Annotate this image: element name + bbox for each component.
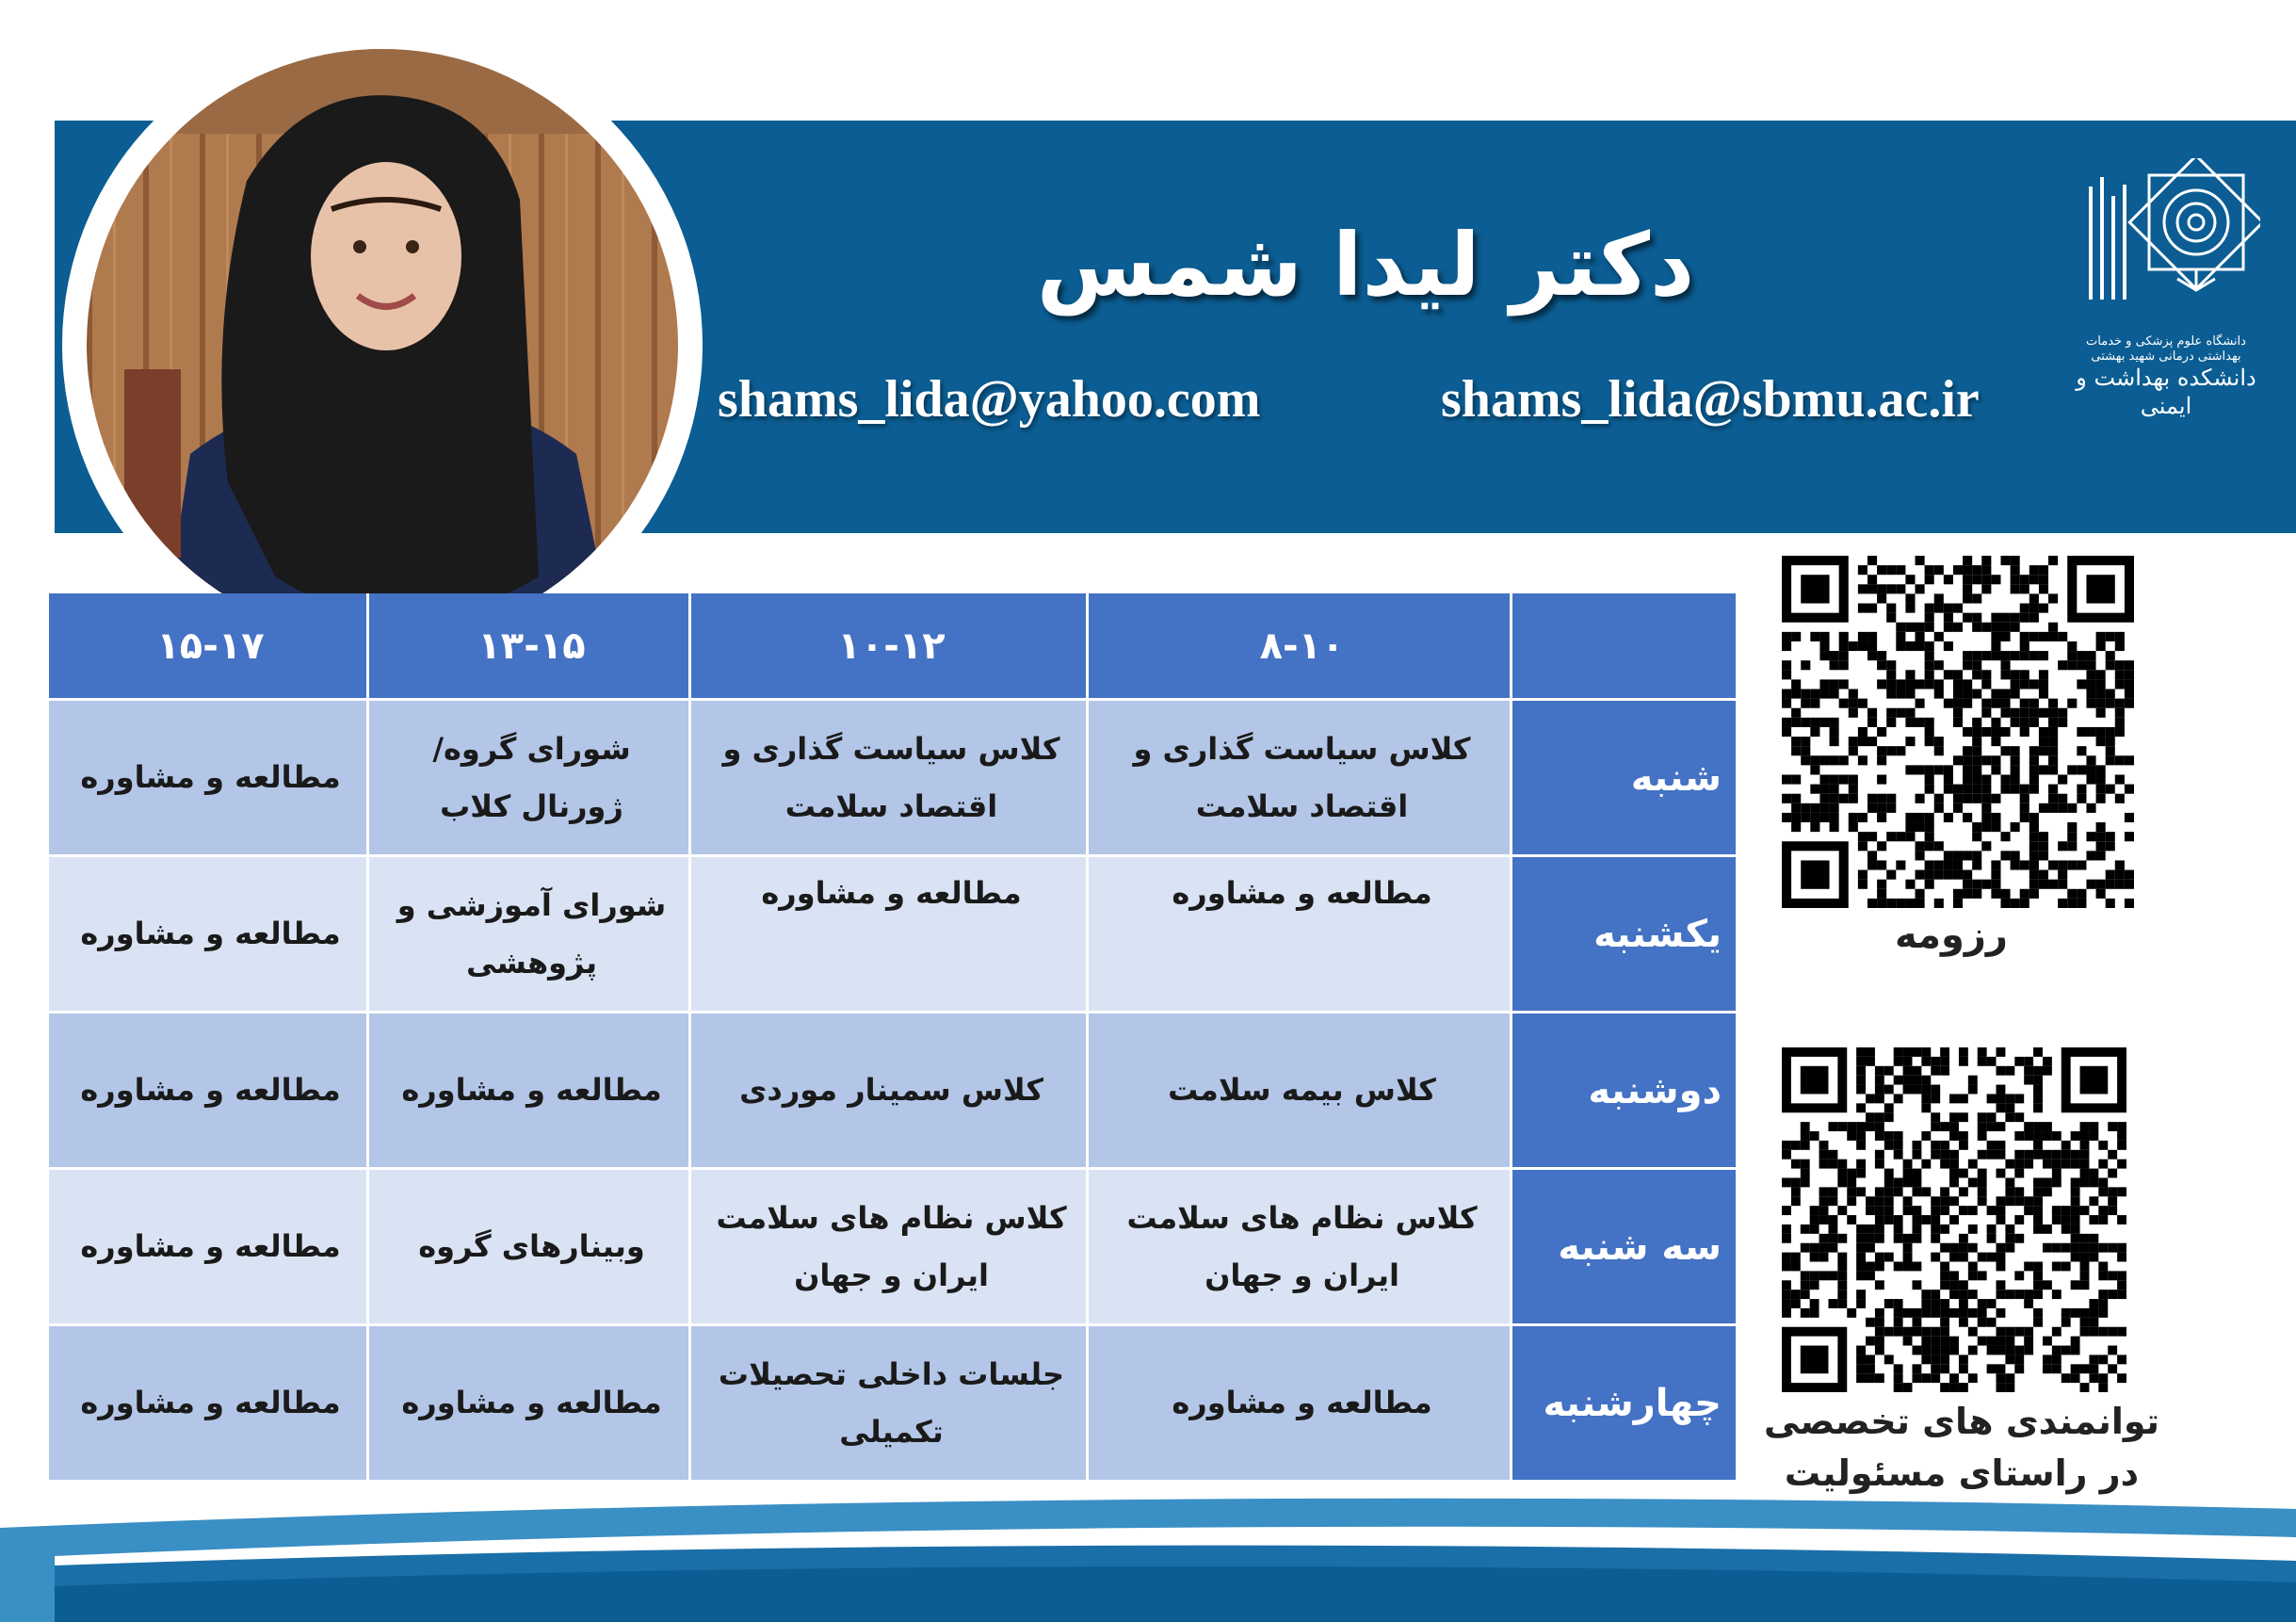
table-cell: مطالعه و مشاوره [49, 701, 369, 857]
table-cell: مطالعه و مشاوره [1089, 857, 1512, 1014]
table-row [49, 1326, 1738, 1483]
table-header-row [49, 593, 1738, 701]
bottom-wave-decoration [0, 1490, 2296, 1622]
table-cell: شورای آموزشی و پژوهشی [369, 857, 691, 1014]
table-cell: کلاس نظام های سلامت ایران و جهان [1089, 1170, 1512, 1326]
resume-qr-label: رزومه [1895, 914, 2008, 957]
table-cell: مطالعه و مشاوره [369, 1014, 691, 1170]
table-cell: مطالعه و مشاوره [691, 857, 1089, 1014]
table-row [49, 701, 1738, 857]
day-label: شنبه [1512, 701, 1738, 857]
university-name-line2: دانشکده بهداشت و ایمنی [2076, 365, 2256, 420]
table-row [49, 1014, 1738, 1170]
doctor-name: دکتر لیدا شمس [1036, 215, 1695, 316]
table-cell: کلاس بیمه سلامت [1089, 1014, 1512, 1170]
table-cell: مطالعه و مشاوره [49, 1014, 369, 1170]
doctor-portrait [62, 24, 703, 665]
office-hours-table [49, 593, 1738, 1483]
table-cell: کلاس سیاست گذاری و اقتصاد سلامت [691, 701, 1089, 857]
table-cell: مطالعه و مشاوره [49, 1326, 369, 1483]
time-slot-15-17: ۱۵-۱۷ [49, 593, 369, 701]
table-row [49, 857, 1738, 1014]
table-cell: مطالعه و مشاوره [49, 857, 369, 1014]
day-label: دوشنبه [1512, 1014, 1738, 1170]
table-cell: وبینارهای گروه [369, 1170, 691, 1326]
day-column-header [1512, 593, 1738, 701]
day-label: چهارشنبه [1512, 1326, 1738, 1483]
time-slot-10-12: ۱۰-۱۲ [691, 593, 1089, 701]
social-responsibility-qr-label: توانمندی های تخصصی در راستای مسئولیت [1763, 1401, 2160, 1495]
time-slot-8-10: ۸-۱۰ [1089, 593, 1512, 701]
resume-qr-code-icon[interactable] [1782, 556, 2134, 908]
table-cell: جلسات داخلی تحصیلات تکمیلی [691, 1326, 1089, 1483]
table-cell: مطالعه و مشاوره [1089, 1326, 1512, 1483]
email-sbmu[interactable]: shams_lida@sbmu.ac.ir [1441, 370, 1980, 429]
day-label: سه شنبه [1512, 1170, 1738, 1326]
university-name-line1: دانشگاه علوم پزشکی و خدمات بهداشتی درمانی شهید بهشتی [2086, 334, 2246, 364]
portrait-photo [87, 49, 678, 641]
table-cell: مطالعه و مشاوره [49, 1170, 369, 1326]
table-cell: مطالعه و مشاوره [369, 1326, 691, 1483]
social-responsibility-qr-code-icon[interactable] [1782, 1047, 2126, 1392]
table-cell: کلاس سمینار موردی [691, 1014, 1089, 1170]
time-slot-13-15: ۱۳-۱۵ [369, 593, 691, 701]
table-cell: شورای گروه/ ژورنال کلاب [369, 701, 691, 857]
email-yahoo[interactable]: shams_lida@yahoo.com [718, 370, 1261, 429]
table-cell: کلاس نظام های سلامت ایران و جهان [691, 1170, 1089, 1326]
table-row [49, 1170, 1738, 1326]
day-label: یکشنبه [1512, 857, 1738, 1014]
university-name [2072, 334, 2260, 420]
table-cell: کلاس سیاست گذاری و اقتصاد سلامت [1089, 701, 1512, 857]
